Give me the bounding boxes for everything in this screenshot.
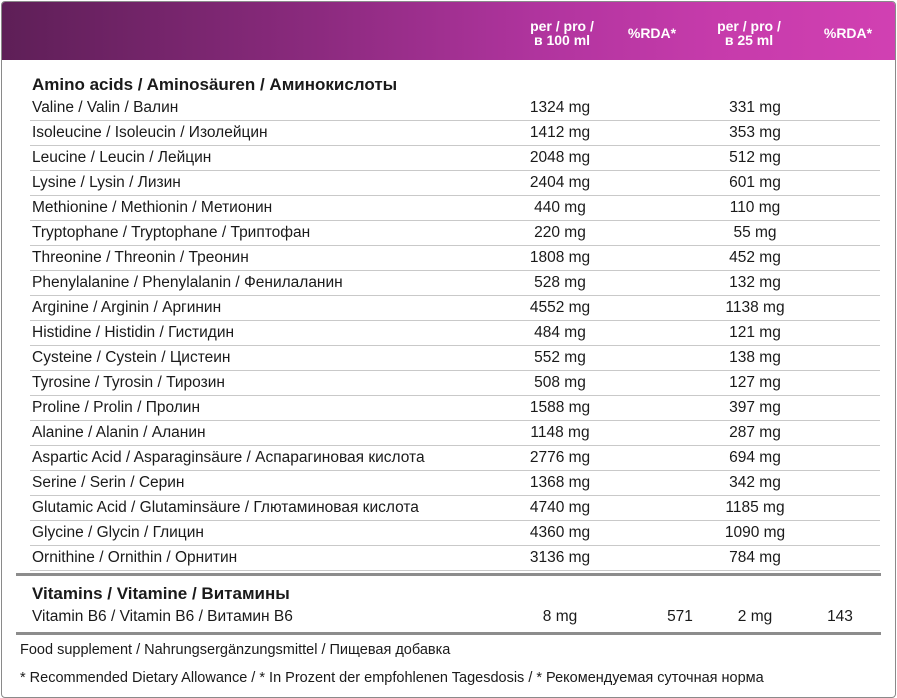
name: Aspartic Acid / Asparaginsäure / Аспарагиновая кислота: [32, 449, 425, 466]
table-row: [30, 95, 880, 121]
table-row: [30, 545, 880, 571]
value-per-100ml: 2776 mg: [529, 449, 591, 466]
header-per-100ml-line1: per / pro /: [530, 18, 594, 34]
value-per-25ml: 2 mg: [737, 608, 773, 625]
name: Phenylalanine / Phenylalanin / Фенилаланин: [32, 274, 343, 291]
value-per-25ml: 127 mg: [729, 374, 781, 391]
name: Glutamic Acid / Glutaminsäure / Глютаминовая кислота: [32, 499, 419, 516]
table-row: [30, 445, 880, 471]
value-per-100ml: 1412 mg: [529, 124, 591, 141]
header-rda-1: %RDA*: [627, 25, 677, 41]
value-per-25ml: 784 mg: [729, 549, 781, 566]
section-divider: [16, 573, 881, 576]
table-row: [30, 170, 880, 196]
name: Leucine / Leucin / Лейцин: [32, 149, 212, 166]
value-per-25ml: 1138 mg: [725, 299, 785, 316]
name: Alanine / Alanin / Аланин: [32, 424, 206, 441]
value-per-100ml: 1368 mg: [529, 474, 591, 491]
table-header: [2, 2, 895, 60]
header-per-100ml-line2: в 100 ml: [533, 32, 591, 48]
value-per-100ml: 508 mg: [534, 374, 586, 391]
value-per-100ml: 4552 mg: [529, 299, 591, 316]
food-supplement-note: Food supplement / Nahrungsergänzungsmittel / Пищевая добавка: [20, 642, 451, 658]
table-row: [30, 370, 880, 396]
name: Histidine / Histidin / Гистидин: [32, 324, 235, 341]
name: Glycine / Glycin / Глицин: [32, 524, 204, 541]
value-per-100ml: 1808 mg: [529, 249, 591, 266]
footer-divider: [16, 632, 881, 635]
name: Ornithine / Ornithin / Орнитин: [32, 549, 238, 566]
value-per-25ml: 512 mg: [729, 149, 781, 166]
value-per-25ml: 110 mg: [729, 199, 781, 216]
value-per-100ml: 1148 mg: [530, 424, 590, 441]
table-row: [30, 395, 880, 421]
name: Tyrosine / Tyrosin / Тирозин: [32, 374, 225, 391]
header-per-25ml-line2: в 25 ml: [724, 32, 774, 48]
vitamins-title: Vitamins / Vitamine / Витамины: [32, 584, 290, 603]
value-per-100ml: 2404 mg: [529, 174, 591, 191]
table-row: [30, 520, 880, 546]
value-per-100ml: 552 mg: [534, 349, 586, 366]
value-per-25ml: 601 mg: [729, 174, 781, 191]
table-row: [30, 145, 880, 171]
value-per-25ml: 342 mg: [729, 474, 781, 491]
rda-per-25ml: 143: [827, 608, 853, 625]
table-row: [30, 495, 880, 521]
name: Proline / Prolin / Пролин: [32, 399, 201, 416]
name: Methionine / Methionin / Метионин: [32, 199, 273, 216]
table-row: [30, 245, 880, 271]
name: Lysine / Lysin / Лизин: [32, 174, 181, 191]
rda-footnote: * Recommended Dietary Allowance / * In Prozent der empfohlenen Tagesdosis / * Рекомендуемая суточная норма: [20, 670, 764, 686]
value-per-25ml: 121 mg: [729, 324, 781, 341]
amino-acids-title: Amino acids / Aminosäuren / Аминокислоты: [32, 75, 398, 94]
name: Cysteine / Cystein / Цистеин: [32, 349, 231, 366]
table-row: [30, 320, 880, 346]
table-row: [30, 345, 880, 371]
value-per-100ml: 4360 mg: [529, 524, 591, 541]
value-per-100ml: 220 mg: [534, 224, 586, 241]
value-per-25ml: 132 mg: [729, 274, 781, 291]
value-per-25ml: 55 mg: [733, 224, 777, 241]
value-per-25ml: 138 mg: [729, 349, 781, 366]
value-per-100ml: 440 mg: [534, 199, 586, 216]
nutrition-table: [1, 1, 896, 698]
header-per-25ml: [694, 19, 804, 47]
value-per-100ml: 1588 mg: [529, 399, 591, 416]
header-per-25ml-line1: per / pro /: [717, 18, 781, 34]
name: Tryptophane / Tryptophane / Триптофан: [32, 224, 311, 241]
value-per-25ml: 452 mg: [729, 249, 781, 266]
value-per-100ml: 528 mg: [534, 274, 586, 291]
value-per-25ml: 1090 mg: [724, 524, 786, 541]
table-row: [30, 295, 880, 321]
value-per-100ml: 1324 mg: [529, 99, 591, 116]
value-per-100ml: 484 mg: [534, 324, 586, 341]
value-per-25ml: 353 mg: [729, 124, 781, 141]
table-row: [30, 195, 880, 221]
value-per-100ml: 8 mg: [542, 608, 578, 625]
table-row: [30, 420, 880, 446]
table-row: [30, 120, 880, 146]
table-row: [30, 220, 880, 246]
name: Valine / Valin / Валин: [32, 99, 179, 116]
value-per-100ml: 2048 mg: [529, 149, 591, 166]
value-per-100ml: 3136 mg: [529, 549, 591, 566]
name: Serine / Serin / Серин: [32, 474, 185, 491]
name: Threonine / Threonin / Треонин: [32, 249, 249, 266]
value-per-100ml: 4740 mg: [529, 499, 591, 516]
value-per-25ml: 1185 mg: [725, 499, 785, 516]
value-per-25ml: 331 mg: [729, 99, 781, 116]
value-per-25ml: 397 mg: [729, 399, 781, 416]
name: Arginine / Arginin / Аргинин: [32, 299, 222, 316]
name: Vitamin B6 / Vitamin B6 / Витамин B6: [32, 608, 293, 625]
value-per-25ml: 287 mg: [729, 424, 781, 441]
table-row: [30, 470, 880, 496]
rda-per-100ml: 571: [667, 608, 693, 625]
header-per-100ml: [507, 19, 617, 47]
header-rda-2: %RDA*: [823, 25, 873, 41]
name: Isoleucine / Isoleucin / Изолейцин: [32, 124, 268, 141]
value-per-25ml: 694 mg: [729, 449, 781, 466]
table-row: [30, 604, 880, 629]
table-row: [30, 270, 880, 296]
